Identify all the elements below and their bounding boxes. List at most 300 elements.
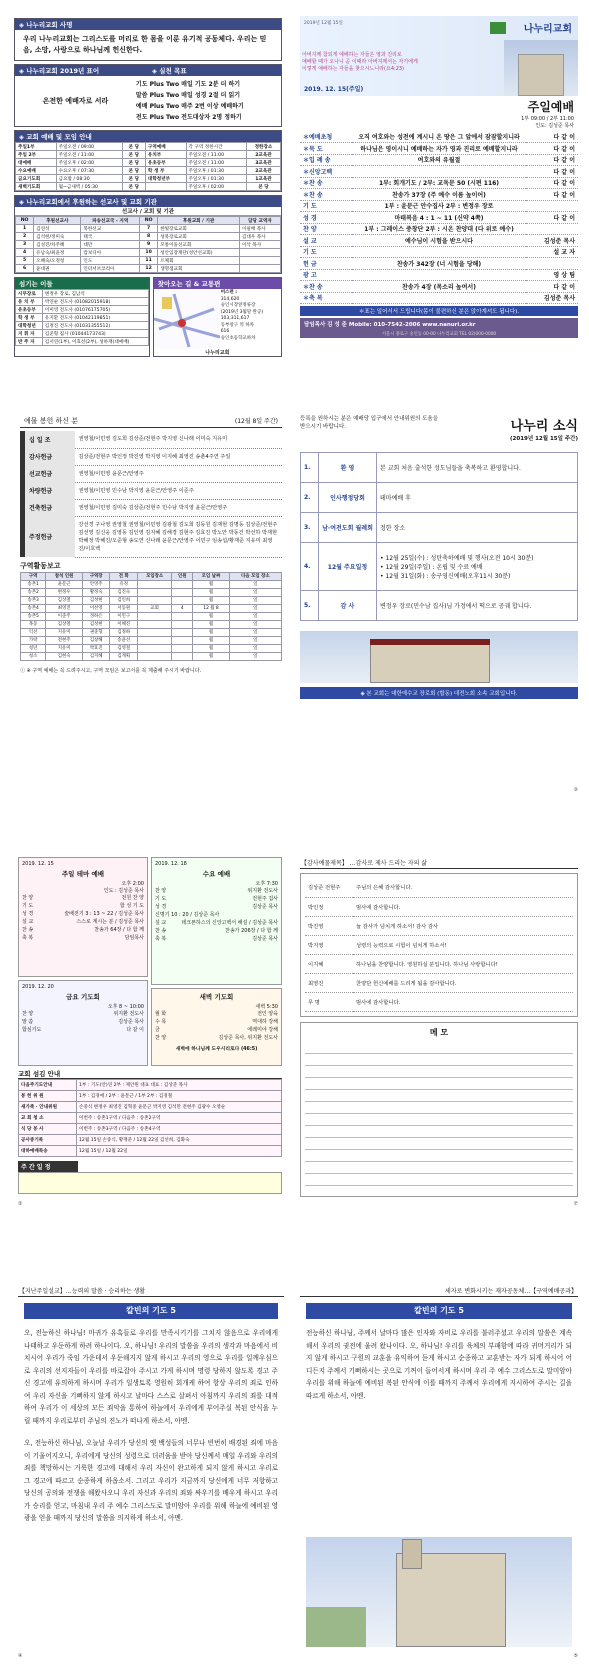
table-cell: 구역장: [82, 572, 110, 580]
service-item-value: 김상준 목사: [118, 1019, 144, 1025]
bus-line: 숭인초등학교하차: [220, 335, 256, 341]
table-row: [19, 1124, 282, 1135]
table-cell: [138, 596, 172, 604]
service-item-value: 테크폰하스의 신앙고백서 해설 / 김상준 목사: [181, 920, 278, 926]
service-item: [22, 1018, 144, 1026]
table-row: [16, 225, 281, 233]
memo-title: 메 모: [429, 1027, 449, 1037]
table-cell: 선교헌금: [23, 465, 75, 482]
sermon-header: 【지난주일설교】…능력의 말씀 · 승리하는 생활: [18, 1285, 284, 1297]
service-item-label: 축 복: [22, 935, 34, 941]
goal-header: ◈ 나누리교회 2019년 표어: [15, 65, 148, 76]
motto: 온전한 예배자로 서라: [42, 97, 109, 105]
table-cell: 권영철/이민영 김미숙 김상준/전현주 민수남 박지영 윤문근/안영주: [75, 499, 283, 516]
sermon-prayer-para-2: 오, 전능하신 하나님, 오늘날 우리가 당신의 옛 백성들의 너무나 빈번히 배경된 죄에 마음이 기울어지오니, 우리에게 당신의 성령으로 더러움을 받아 당신께서 매일 우리와 우리의 죄를 책망하시는 거룩한 경고에 대해서 우리 자신이 완고하게 되지 않게 하시고 우리로 그 경고에 따르고 순종하게 하옵소서. 그리고 우리가 지금까지 당신에게 너무 저항하고 당신의 공의와 전쟁을 해왔사오니 우리 자신과 우리의 죄와 싸우기를 배우게 하시고 우리가 승리를 얻고, 마침내 우리 주 예수 그리스도로 말미암아 우리를 위해 하늘에 예비된 영광을 얻을 때까지 당신의 말씀을 의지하게 하소서, 아멘.: [24, 1439, 278, 1522]
table-cell: 6: [16, 265, 34, 273]
table-cell: 일: [229, 612, 281, 620]
page-7-sermon: [18, 1285, 284, 1661]
news-title: 나누리 소식: [510, 419, 578, 434]
table-cell: [352, 292, 526, 304]
news-row: [301, 453, 578, 483]
table-cell: 윤문근: [46, 580, 83, 588]
service-item: [155, 1010, 278, 1018]
offering-row: [23, 482, 283, 499]
service-item: [155, 919, 278, 927]
table-cell: 유 치 부: [16, 298, 43, 306]
table-cell: 주일1부: [16, 143, 57, 151]
table-cell: 십 일 조: [23, 431, 75, 448]
table-cell: 1부 : 김경애 / 2부 : 윤문근 / 1부 2부 : 김경철: [77, 1091, 282, 1102]
table-cell: 담당 교역자: [239, 217, 280, 225]
table-cell: 모임장소: [138, 572, 172, 580]
worship-order-row: [300, 281, 578, 293]
table-row: [16, 233, 281, 241]
practice-header: ◈ 실천 목표: [148, 65, 281, 76]
table-cell: 정한 장소: [377, 513, 578, 543]
table-cell: 다음 모임 장소: [229, 572, 281, 580]
page-5-services: [18, 857, 282, 1209]
table-cell: 변정우 장로, 김남석: [42, 290, 148, 298]
table-cell: 마태복음 4 : 1 ~ 11 (신약 4쪽): [352, 212, 526, 224]
table-cell: 설 교: [300, 235, 352, 247]
table-cell: 송촌4: [21, 604, 46, 612]
service-item-label: 찬 송: [22, 927, 34, 933]
table-cell: 다 같 이: [526, 143, 578, 155]
table-cell: 월: [193, 580, 230, 588]
mission-text: 우리 나누리교회는 그리스도를 머리로 한 몸을 이룬 유기적 공동체다. 우리는 믿음, 소망, 사랑으로 하나님께 헌신한다.: [23, 35, 267, 54]
table-cell: 주일오후 / 02:00: [186, 183, 246, 191]
news-row: [301, 513, 578, 543]
service-item-label: 성 경: [22, 911, 34, 917]
table-cell: 김영철: [110, 644, 138, 652]
table-cell: 인사행정당회: [319, 483, 377, 513]
service-item: [155, 1018, 278, 1026]
table-cell: 참석 인원: [46, 572, 83, 580]
wednesday-box: [151, 857, 282, 985]
table-cell: 2교육관: [246, 167, 280, 175]
worship-order-row: [300, 177, 578, 189]
table-cell: ＊찬 송: [300, 281, 352, 293]
table-row: [21, 636, 282, 644]
table-cell: 청소: [21, 652, 46, 660]
table-row: [21, 572, 282, 580]
table-cell: 오혜숙/오정청: [34, 257, 81, 265]
wednesday-title: 수요 예배: [202, 870, 231, 878]
table-cell: 이준주: [46, 612, 83, 620]
table-cell: 김성현: [82, 620, 110, 628]
table-row: [21, 596, 282, 604]
table-cell: 늘 감사가 넘치게 하소서! 감사 감사: [353, 916, 573, 935]
table-cell: [138, 636, 172, 644]
table-cell: 11: [140, 257, 158, 265]
table-cell: 차량헌금: [23, 482, 75, 499]
table-cell: [172, 644, 193, 652]
service-item-value: 김상준 목사, 위지환 전도사: [218, 1035, 278, 1041]
service-item: [22, 926, 144, 934]
table-cell: 권준형: [82, 628, 110, 636]
table-cell: 후원교회 / 기관: [158, 217, 240, 225]
table-cell: [138, 588, 172, 596]
thanks-row: [305, 973, 573, 992]
table-row: [16, 306, 149, 314]
sunday-time: 오후 2:00: [121, 881, 144, 887]
table-cell: 월~금새벽 / 05:30: [56, 183, 122, 191]
table-cell: 1부 : 기도(안)연 2부 : 제안원 대표 대표 : 김상준 목사: [77, 1080, 282, 1091]
lesson-church-photo: [306, 1537, 572, 1647]
bus-line: 숭인시장앞정류장: [220, 303, 256, 308]
memo-line: [305, 1174, 573, 1186]
table-cell: 다 같 이: [526, 166, 578, 178]
table-cell: 김대우 목사: [239, 233, 280, 241]
friday-time: 오후 8 ~ 10:00: [107, 1004, 144, 1010]
table-cell: [138, 620, 172, 628]
mission-header: ◈ 나누리교회 사명: [15, 19, 281, 30]
table-cell: 주일오전 / 11:00: [186, 151, 246, 159]
table-cell: [145, 183, 186, 191]
staff-table: [15, 289, 149, 346]
group-report-title: 구역활동보고: [20, 561, 61, 570]
table-row: [21, 652, 282, 660]
table-cell: 전현주: [46, 636, 83, 644]
table-cell: 5.: [301, 591, 319, 621]
table-cell: 다 같 이: [526, 154, 578, 166]
table-cell: 대학청년: [16, 322, 43, 330]
table-cell: 일: [229, 652, 281, 660]
service-item: [22, 894, 144, 902]
table-cell: 안영주: [82, 580, 110, 588]
table-cell: 최영진: [305, 973, 353, 992]
table-row: [21, 588, 282, 596]
table-cell: 성 경: [300, 212, 352, 224]
table-cell: 3교육관: [246, 159, 280, 167]
table-cell: 4: [172, 604, 193, 612]
offering-row: [23, 516, 283, 557]
table-cell: 월: [193, 644, 230, 652]
table-cell: 송촌2: [21, 588, 46, 596]
table-cell: 송촌3: [21, 596, 46, 604]
memo-line: [305, 1150, 573, 1162]
table-cell: 후원선교사: [34, 217, 81, 225]
table-cell: 찬양단 헌신예배를 드리게 됨을 감사합니다.: [353, 973, 573, 992]
table-cell: 본 당: [122, 183, 145, 191]
table-cell: 인도: [81, 257, 140, 265]
table-row: [16, 330, 149, 338]
staff-header: 섬기는 이들: [15, 278, 149, 289]
table-cell: 유지환 전도사 (01042119851): [42, 314, 148, 322]
dawn-box: [151, 988, 282, 1066]
table-row: [16, 159, 281, 167]
sermon-prayer-para-1: 오, 전능하신 하나님! 마귀가 유혹들로 우리를 만족시키기를 그치지 않음으로 우리에게 나태하고 우둔하게 하려 하나이다. 오, 하나님! 우리의 말씀을 우리의 생각과 마음에서 비치시어 우리가 죽임 가운데서 우둔해지지 않게 하시고 우리의 영으로 우리를 일깨우심으로 우리의 선지자들이 우리를 바로잡아 주시고 가게 하시며 명령 당하지 않도록 경고 주신 경고에 유의하게 하시며 우리가 일생토록 영원히 회개케 하여 항상 우리의 죄로 인하여 우리 자신을 기뻐하지 않게 하시고 날마다 스스로 살펴서 아침까지 우리의 죄를 대적하여 우리가 이 세상의 모든 죄악을 통하여 하늘에서 우리에게 부어주실 복된 안식을 누릴 때까지 우리로부터 주님의 진노가 떠나게 하소서, 아멘.: [24, 1329, 278, 1425]
table-cell: 본 당: [246, 183, 280, 191]
table-cell: [138, 652, 172, 660]
service-item-value: 김상준 목사: [252, 904, 278, 910]
table-cell: 주일오후 / 01:30: [186, 175, 246, 183]
table-cell: 일: [229, 588, 281, 596]
table-cell: 김준형 집사 (01044173743): [42, 330, 148, 338]
table-cell: 설 교 자: [526, 246, 578, 258]
news-week: (2019년 12월 15일 주간): [510, 436, 578, 442]
table-cell: [352, 166, 526, 178]
service-item-label: 금: [155, 1027, 160, 1033]
table-cell: 4.: [301, 543, 319, 591]
issue-date-small: 2019년 12월 15일: [304, 21, 343, 26]
table-row: [19, 1080, 282, 1091]
table-cell: [526, 258, 578, 270]
table-cell: 광 고: [300, 269, 352, 281]
table-cell: 박효진: [82, 644, 110, 652]
page-number-3: ③: [573, 787, 578, 793]
dawn-title: 새벽 기도회: [199, 993, 234, 1001]
memo-lines: [305, 1042, 573, 1186]
table-cell: 10: [140, 249, 158, 257]
table-cell: 김석현/정미숙: [34, 233, 81, 241]
thanks-row: [305, 992, 573, 1011]
table-cell: 김창해: [82, 636, 110, 644]
group-report-table: [20, 572, 282, 661]
table-cell: 5: [16, 257, 34, 265]
table-row: [16, 298, 149, 306]
missionary-table: [15, 216, 281, 273]
service-item-value: 스스로 계시는 분 / 김성준 목사: [76, 919, 144, 925]
table-cell: 반 주 자: [16, 338, 43, 346]
table-cell: 일: [229, 628, 281, 636]
thanks-header: 【감사예물제목】 …감사로 제사 드리는 자의 삶: [300, 857, 578, 869]
table-cell: 박인정: [305, 897, 353, 916]
table-cell: 모임 날짜: [193, 572, 230, 580]
bus-line: 616: [220, 329, 230, 334]
table-cell: 태국: [81, 233, 140, 241]
thanks-row: [305, 897, 573, 916]
table-cell: 변정우 장로(민수남 집사)님 가정에서 떡으로 공궤 합니다.: [377, 591, 578, 621]
pastor-footer: 담임목사 김 성 준 Mobile: 010-7542-2006 www.nanuri.or.kr: [300, 318, 578, 330]
table-cell: 이필배 목사: [239, 225, 280, 233]
table-cell: [172, 620, 193, 628]
table-cell: 성북장로교회: [158, 233, 240, 241]
worship-order-row: [300, 269, 578, 281]
worship-order-row: [300, 235, 578, 247]
table-cell: 김성준 목사: [526, 235, 578, 247]
table-row: [19, 1135, 282, 1146]
friday-title: 금요 기도회: [66, 993, 100, 1001]
table-cell: 시무장로: [16, 290, 43, 298]
table-cell: ＊찬 송: [300, 189, 352, 201]
weekly-schedule-title: 주 간 일 정: [18, 1161, 78, 1172]
table-cell: [172, 596, 193, 604]
service-item-value: 찬송가 206장 / 다 함 께: [225, 928, 278, 934]
service-item: [155, 1026, 278, 1034]
service-item-label: 수 목: [155, 1019, 167, 1025]
table-cell: 파송선교국 - 지역: [81, 217, 140, 225]
table-cell: 이민구: [110, 612, 138, 620]
table-cell: 가락: [21, 636, 46, 644]
service-item: [22, 918, 144, 926]
offering-row: [23, 448, 283, 465]
thanks-table: [305, 878, 573, 1012]
goal-item: 말씀 Plus Two 매일 성경 2절 더 읽기: [135, 92, 241, 99]
table-cell: 금요밤 / 08:30: [56, 175, 122, 183]
table-cell: 본 당: [122, 159, 145, 167]
offering-table: [20, 431, 282, 558]
table-cell: 김성준 목사: [526, 292, 578, 304]
table-cell: 범사에 감사합니다.: [353, 897, 573, 916]
service-item-label: 기 도: [155, 896, 167, 902]
table-cell: 일: [229, 596, 281, 604]
table-cell: 지유미: [46, 644, 83, 652]
offering-week: (12월 8일 주간): [234, 418, 278, 425]
address-footer: 서울시 종로구 숭인동 00-00 나누리교회 TEL 02)000-0000: [300, 330, 578, 338]
table-cell: 다 같 이: [526, 131, 578, 143]
table-row: [19, 1102, 282, 1113]
table-cell: 대예배: [16, 159, 57, 167]
service-guide: [18, 1069, 282, 1194]
goal-item: 예배 Plus Two 매주 2번 이상 예배하기: [135, 103, 244, 110]
table-cell: 유초등부: [16, 306, 43, 314]
table-cell: 한빛장로교회: [158, 225, 240, 233]
table-cell: 12월 15일 / 12월 22일: [77, 1146, 282, 1157]
table-cell: 학 생 부: [145, 167, 186, 175]
table-cell: 구역예배: [145, 143, 186, 151]
table-cell: 8: [140, 233, 158, 241]
table-cell: 범사에 감사합니다.: [353, 992, 573, 1011]
missionary-section: [14, 195, 282, 274]
building-photo: [504, 40, 578, 96]
table-row: [16, 314, 149, 322]
schedule-table: [15, 142, 281, 191]
table-cell: 건축헌금: [23, 499, 75, 516]
table-cell: 테마예배 후: [377, 483, 578, 513]
table-cell: 찬송가 342장 (너 시험을 당해): [352, 258, 526, 270]
memo-line: [305, 1138, 573, 1150]
table-cell: 2교육관: [246, 151, 280, 159]
bus-line: (2019년 3월말 완공): [220, 309, 264, 315]
table-row: [16, 338, 149, 346]
worship-order-table: [300, 131, 578, 304]
goal-item: 기도 Plus Two 매일 기도 2분 더 하기: [135, 81, 241, 88]
table-cell: 3: [16, 241, 34, 249]
worship-order-row: [300, 246, 578, 258]
page-4-news: [300, 415, 578, 795]
memo-line: [305, 1078, 573, 1090]
table-cell: 다음주기도안내: [19, 1080, 77, 1091]
table-cell: 9: [140, 241, 158, 249]
table-cell: 각 구역 정한시간: [186, 143, 246, 151]
service-item: [22, 910, 144, 918]
missionary-subheader: 선교사 / 교회 및 기관: [15, 207, 281, 216]
table-cell: 본 당: [122, 167, 145, 175]
page-6-thanks: [300, 857, 578, 1209]
sunday-leader: 인도 : 김성준 목사: [103, 888, 144, 894]
service-item-label: 찬 송: [155, 928, 167, 934]
table-row: [16, 183, 281, 191]
service-item-label: 찬 양: [155, 888, 167, 894]
table-row: [19, 1146, 282, 1157]
table-cell: 유초등부: [145, 159, 186, 167]
offering-row: [23, 465, 283, 482]
worship-leader: 인도: 김성준 목사: [535, 123, 574, 129]
table-cell: 김정하: [110, 628, 138, 636]
service-item-value: 에레미야 강해: [247, 1027, 278, 1033]
service-item-value: 술배전기 3 : 13 ~ 22 / 김성준 목사: [64, 911, 144, 917]
table-cell: 7: [140, 225, 158, 233]
offering-row: [23, 499, 283, 516]
table-cell: 김상철: [46, 620, 83, 628]
table-row: [16, 217, 281, 225]
table-cell: 김상준/전현주 박인정 박진영 박지영 이지혜 최영진 송춘4주연 주일: [75, 448, 283, 465]
friday-date: 2019. 12. 20: [22, 984, 54, 990]
table-cell: 새벽기도회: [16, 183, 57, 191]
memo-line: [305, 1162, 573, 1174]
service-item: [155, 927, 278, 935]
logo-mark: [490, 22, 506, 34]
service-item: [22, 1026, 144, 1034]
table-cell: 교회: [138, 604, 172, 612]
worship-order-row: [300, 212, 578, 224]
scripture-line: 이렇게 예배하는 자들을 찾으시느니라(요4:23): [302, 66, 405, 72]
table-cell: 일: [229, 644, 281, 652]
memo-line: [305, 1054, 573, 1066]
service-item-label: 합심기도: [22, 1027, 42, 1033]
table-row: [16, 265, 281, 273]
goal-section: [14, 64, 282, 127]
table-cell: 김정진 전도사 (01031355512): [42, 322, 148, 330]
table-cell: 이미영 전도사 (01076175705): [42, 306, 148, 314]
table-cell: 월: [193, 620, 230, 628]
table-cell: 본 교회 처음 출석한 성도님들을 축복하고 환영합니다.: [377, 453, 578, 483]
guide-title: 교회 섬김 안내: [18, 1069, 282, 1079]
table-row: [16, 290, 149, 298]
service-item-label: 설 교: [155, 920, 167, 926]
page-8-group-lesson: [300, 1285, 578, 1661]
map-header: 찾아오는 길 & 교통편: [154, 278, 281, 289]
table-cell: 월: [193, 596, 230, 604]
worship-order-row: [300, 166, 578, 178]
table-cell: [352, 246, 526, 258]
news-table: [300, 452, 578, 621]
worship-title: 주일예배: [527, 100, 574, 114]
table-cell: 이번주 : 송촌1구역 / 다음주 : 송촌2구역: [77, 1113, 282, 1124]
bus-line: 314,620: [220, 296, 240, 302]
scripture: [302, 52, 418, 73]
service-item-value: 전원 찬 양: [121, 895, 144, 901]
table-cell: 영 상 팀: [526, 269, 578, 281]
table-cell: 공사중기록: [19, 1135, 77, 1146]
service-item: [155, 903, 278, 911]
service-item: [155, 911, 278, 919]
table-cell: 인터서브코리아: [81, 265, 140, 273]
table-cell: 1교육관: [246, 175, 280, 183]
table-cell: 12월 15일 손중식, 황재준 / 12월 22일 김선희, 김화숙: [77, 1135, 282, 1146]
table-cell: 1.: [301, 453, 319, 483]
table-cell: 김서연(1부), 이효선(2부), 성하재(대예배): [42, 338, 148, 346]
table-cell: 이삭 목사: [239, 241, 280, 249]
table-cell: 학 생 부: [16, 314, 43, 322]
church-logo: 나누리교회: [523, 24, 572, 35]
service-item: [155, 887, 278, 895]
table-cell: 본 당: [122, 143, 145, 151]
worship-order-row: [300, 223, 578, 235]
service-item-label: 축 복: [155, 936, 167, 942]
schedule-section: [14, 130, 282, 192]
table-cell: 변정우: [46, 588, 83, 596]
service-item-value: 다 같 이: [126, 1027, 144, 1033]
table-cell: NO: [16, 217, 34, 225]
table-row: [21, 580, 282, 588]
offering-row: [23, 431, 283, 448]
table-row: [16, 241, 281, 249]
table-cell: 수요오후 / 07:30: [56, 167, 122, 175]
service-item: [22, 934, 144, 942]
friday-box: [18, 980, 148, 1066]
